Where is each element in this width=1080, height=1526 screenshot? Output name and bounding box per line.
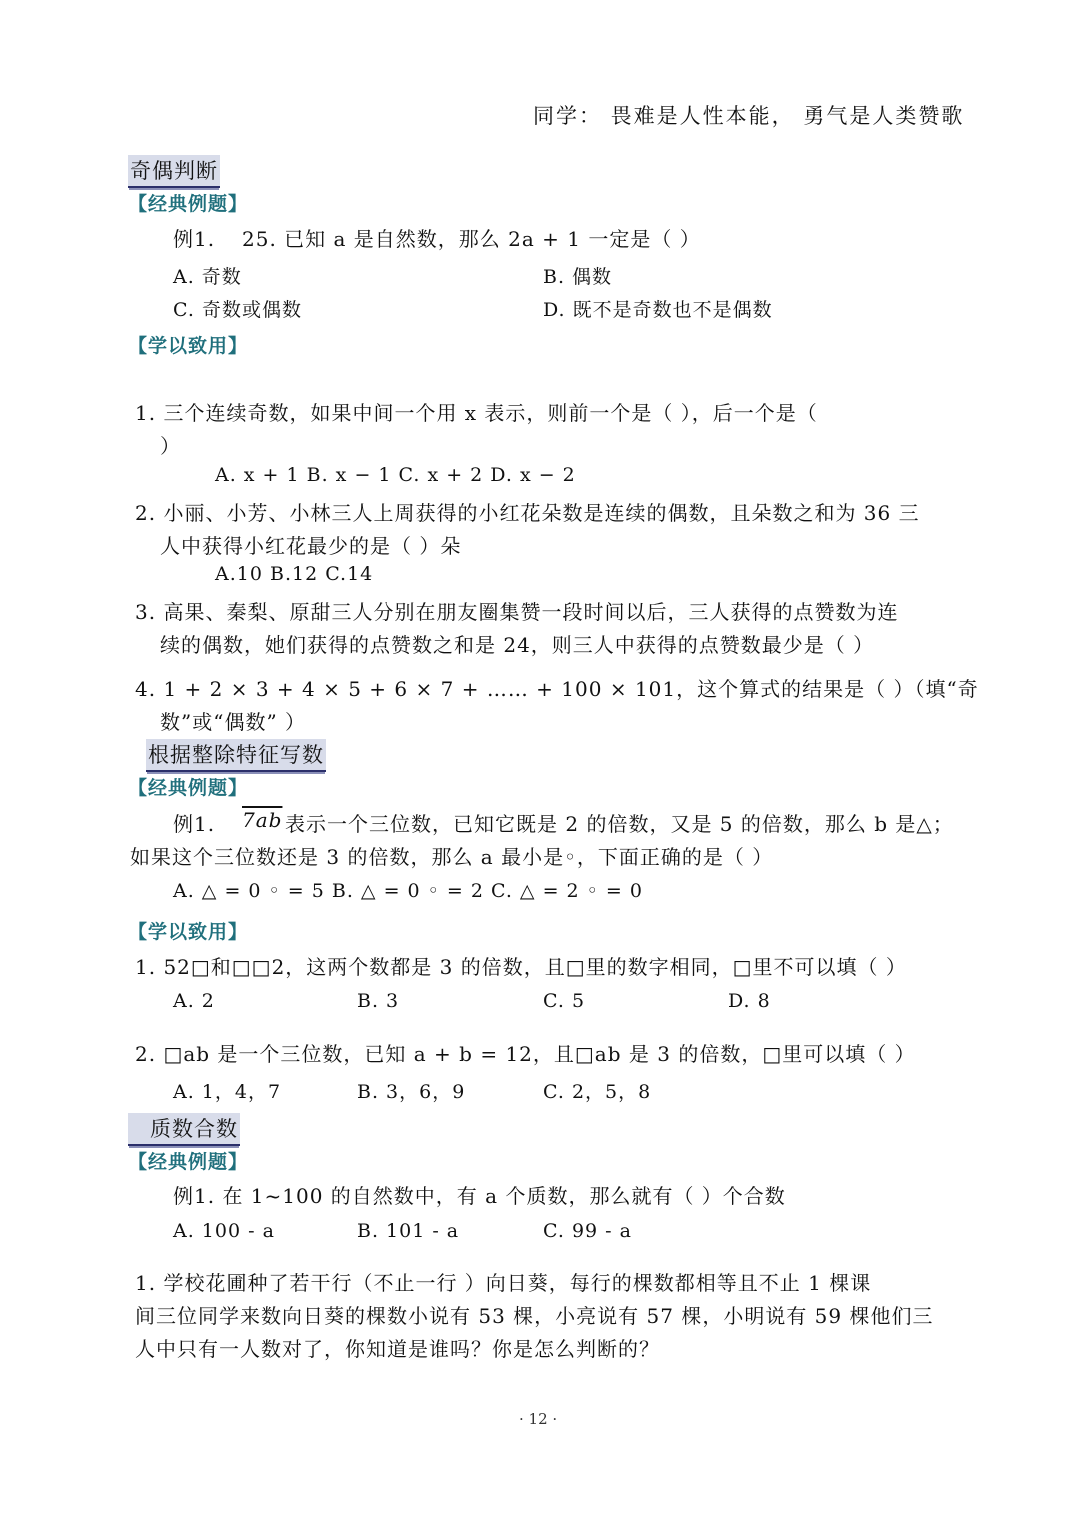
tag-apply: 【学以致用】 (128, 335, 249, 357)
example-question: 25. 已知 a 是自然数，那么 2a + 1 一定是（ ） (242, 227, 701, 251)
section-title-primes: 质数合数 (128, 1113, 240, 1146)
tag-classic-example: 【经典例题】 (128, 777, 249, 799)
question-2-line-1: 2. 小丽、小芳、小林三人上周获得的小红花朵数是连续的偶数，且朵数之和为 36 三 (135, 501, 920, 525)
tag-classic-example: 【经典例题】 (128, 1151, 249, 1173)
section-title-parity: 奇偶判断 (128, 155, 220, 188)
question-1-option-a: A. 2 (173, 990, 215, 1012)
example-question: 例1. 在 1~100 的自然数中，有 a 个质数，那么就有（ ）个合数 (173, 1184, 786, 1208)
option-c: C. 99 - a (543, 1220, 632, 1242)
option-a: A. 100 - a (173, 1220, 275, 1242)
question-4-line-1: 4. 1 + 2 × 3 + 4 × 5 + 6 × 7 + …… + 100 × 101，这个算式的结果是（ ）（填“奇 (135, 677, 979, 701)
tag-apply: 【学以致用】 (128, 921, 249, 943)
tag-classic-example: 【经典例题】 (128, 193, 249, 215)
question-3-line-1: 3. 高果、秦梨、原甜三人分别在朋友圈集赞一段时间以后，三人获得的点赞数为连 (135, 600, 899, 624)
question-1-options: A. x + 1 B. x − 1 C. x + 2 D. x − 2 (215, 464, 576, 486)
question-1-line-1: 1. 三个连续奇数，如果中间一个用 x 表示，则前一个是（ ），后一个是（ (135, 401, 818, 425)
question-1-option-b: B. 3 (357, 990, 400, 1012)
example-line-1: 表示一个三位数，已知它既是 2 的倍数，又是 5 的倍数，那么 b 是△； (285, 812, 954, 836)
question-2-option-c: C. 2，5，8 (543, 1081, 652, 1103)
question-2-options: A.10 B.12 C.14 (215, 563, 374, 585)
question-1: 1. 52□和□□2，这两个数都是 3 的倍数，且□里的数字相同，□里不可以填（ ） (135, 955, 907, 979)
overlined-number: 7ab (242, 808, 283, 832)
question-1-line-3: 人中只有一人数对了，你知道是谁吗？你是怎么判断的？ (135, 1337, 660, 1361)
example-label: 例1. (173, 227, 216, 251)
option-c: C. 奇数或偶数 (173, 299, 302, 321)
example-options: A. △ = 0 ◦ = 5 B. △ = 0 ◦ = 2 C. △ = 2 ◦ = 0 (173, 880, 643, 902)
option-a: A. 奇数 (173, 266, 242, 288)
section-title-divisibility: 根据整除特征写数 (146, 739, 326, 772)
question-4-line-2: 数”或“偶数” ） (160, 710, 307, 734)
option-b: B. 101 - a (357, 1220, 460, 1242)
question-1-line-1: 1. 学校花圃种了若干行（不止一行 ）向日葵，每行的棵数都相等且不止 1 棵课 (135, 1271, 872, 1295)
question-1-line-2: 间三位同学来数向日葵的棵数小说有 53 棵，小亮说有 57 棵，小明说有 59 棵他们三 (135, 1304, 934, 1328)
page-number: · 12 · (519, 1410, 558, 1428)
question-1-line-2: ） (160, 434, 181, 458)
question-1-option-c: C. 5 (543, 990, 586, 1012)
example-line-2: 如果这个三位数还是 3 的倍数，那么 a 最小是◦，下面正确的是（ ） (130, 845, 774, 869)
header-motto: 同学： 畏难是人性本能， 勇气是人类赞歌 (533, 104, 965, 128)
question-2-option-a: A. 1，4，7 (173, 1081, 282, 1103)
question-2: 2. □ab 是一个三位数，已知 a + b = 12，且□ab 是 3 的倍数，□里可以填（ ） (135, 1042, 916, 1066)
question-1-option-d: D. 8 (728, 990, 771, 1012)
question-2-line-2: 人中获得小红花最少的是（ ）朵 (160, 534, 462, 558)
option-d: D. 既不是奇数也不是偶数 (543, 299, 773, 321)
option-b: B. 偶数 (543, 266, 613, 288)
example-label: 例1. (173, 812, 216, 836)
question-3-line-2: 续的偶数，她们获得的点赞数之和是 24，则三人中获得的点赞数最少是（ ） (160, 633, 875, 657)
question-2-option-b: B. 3，6，9 (357, 1081, 466, 1103)
